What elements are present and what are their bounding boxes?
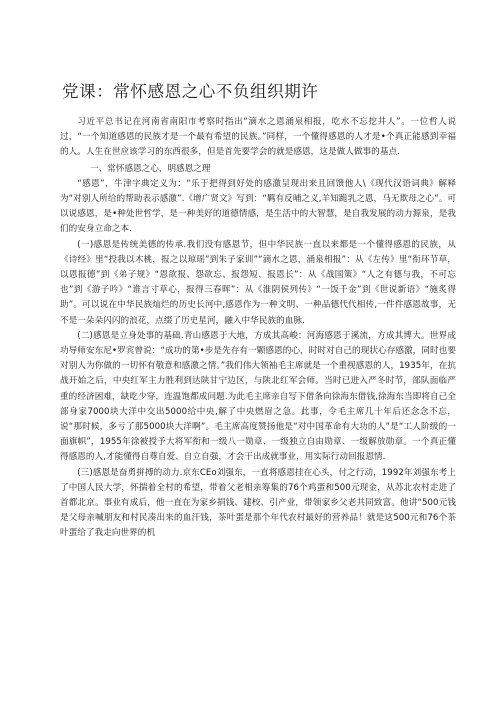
intro-paragraph: 习近平总书记在河南省南阳市考察时指出“滴水之恩涌泉相报，吃水不忘挖井人”。一位哲人说过，“一个知道感恩的民族才是一个最有希望的民族。”同样，一个懂得感恩的人才是•个真正能感到幸福的人。人生在世应该学习的东西很多，但是首先要学会的就是感恩，这是做人做事的基点.	[60, 117, 456, 158]
point-one-paragraph: (一)感恩是传统美德的传承.我们没有感恩节，但中华民族一直以来都是一个懂得感恩的民族，从《诗经》里“投我以木桃，报之以琼瑶”到朱子家训”“滴水之恩，涌泉相报”：从《左传》里“衔环节草，以恩报德”到《弟子规》“恩欲报、怨欲忘、报怨短、报恩长”：从《战国策》“人之有德与我，不可忘也”到《游子吟》“谁言寸草心，报得三春晖”：从《淮阴侯列传》“一饭千金”到《世说新语》“施炙得助”。可以说在中华民族灿烂的历史长河中,感恩作为一种文明、一种品德代代相传,一件件感恩故事，无不是一朵朵闪闪的浪花，点缀了历史星河，融入中华民族的血脉.	[60, 239, 456, 326]
point-two-paragraph: (二)感恩是立身处事的基础.青山感恩于大地，方成其高峻：河海感恩于溪流，方成其博大。世界成功导师安东尼•罗宾曾说：“成功的第•步是先存有一颗感恩的心，时时对自己的现状心存感激，同时也要对别人为你做的一切怀有敬意和感激之情。”我们伟大领袖毛主席就是一个重视感恩的人，1935年，在抗战开始之后，中央红军主力胜利到达陕甘宁边区，与陕北红军会师。当时已进入严冬时节，部队面临严重的经济困难，缺吃少穿，连温饱都成问题.为此毛主席亲自写下借条向徐海东借钱,徐海东当即将自己全部身家7000块大洋中交出5000给中央,解了中央燃眉之急。此事，令毛主席几十年后还念念不忘，说“那时候，多亏了那5000块大洋啊”。毛主席高度赞扬他是“对中国革命有大功的人”是“工人阶级的一面旗帜”，1955年徐被授予大将军衔和一级八一勋章、一级独立自由勋章、一级解放勋章。一个真正懂得感恩的人,才能懂得自尊自爱、自立自强，才会干出成就事业，用实际行动回报恩情.	[60, 330, 456, 463]
point-three-paragraph: (三)感恩是奋勇拼搏的动力.京东CEo刘强东，一直将感恩挂在心头，付之行动，1992年刘强东考上了中国人民大学，怀揣着全村的希望，带着父老相亲筹集的76个鸡蛋和500元现金，从苏北农村走进了首都北京。事业有成后，他一直在为家乡捐钱、建校、引产业，带领家乡父老共同致富。他讲“500元钱是父母亲喊朋友和村民凑出来的血汗钱，茶叶蛋是那个年代农村最好的营养品！就是这500元和76个茶叶蛋给了我走向世界的机	[60, 467, 456, 539]
section-heading: 一、常怀感恩之心，明感恩之理	[90, 163, 211, 174]
definition-paragraph: “感恩”，牛津字典定义为：“乐于把得到好处的感激呈现出来且回馈他人\《现代汉语词典》解释为“对别人所给的帮助表示感激”.《增广贤文》写到：“羁有反哺之义,羊知跪乳之恩，马无欺母之心”。可以说感恩，是•种处世哲学，是一种美好的道德情感，是生活中的大智慧，是自我发展的动力源泉，是我们的安身立命之本.	[60, 178, 456, 235]
document-title: 党课：常怀感恩之心不负组织期许	[62, 82, 319, 101]
